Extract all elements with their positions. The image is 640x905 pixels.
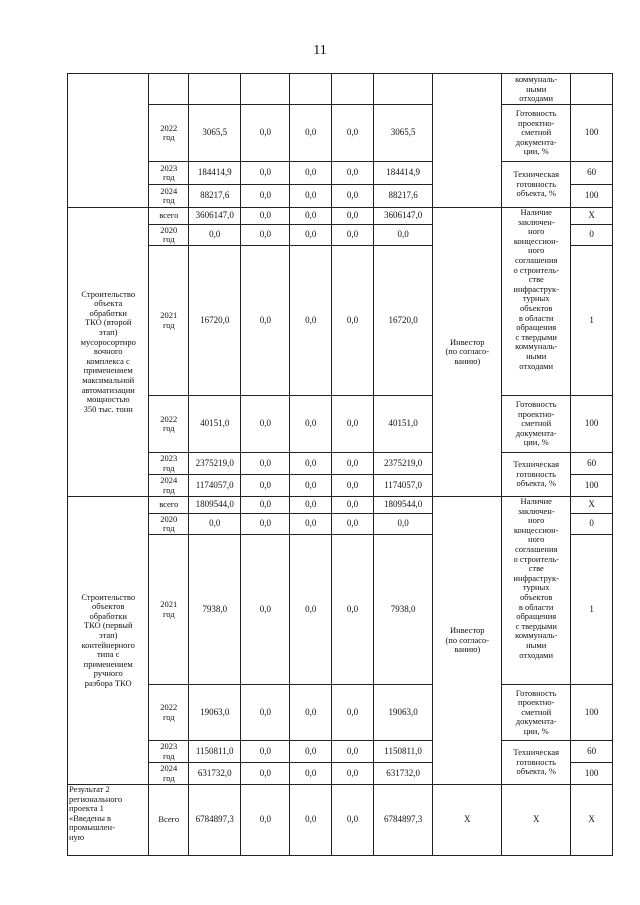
- value-cell: 0,0: [332, 105, 374, 162]
- target-value-cell: 100: [571, 685, 613, 741]
- value-cell: 0,0: [332, 514, 374, 535]
- value-cell: 0,0: [290, 741, 332, 763]
- total-cell: 19063,0: [189, 685, 241, 741]
- value-cell: 0,0: [332, 785, 374, 856]
- value-cell: 0,0: [290, 763, 332, 785]
- value-cell: 0,0: [373, 514, 433, 535]
- year-cell: 2022 год: [149, 685, 189, 741]
- value-cell: 631732,0: [373, 763, 433, 785]
- target-value-cell: X: [571, 785, 613, 856]
- total-cell: 1150811,0: [189, 741, 241, 763]
- year-cell: 2023 год: [149, 162, 189, 185]
- value-cell: 7938,0: [373, 535, 433, 685]
- indicator-cell: коммуналь- ными отходами: [502, 74, 571, 105]
- page-number: 11: [313, 43, 327, 58]
- total-cell: 2375219,0: [189, 453, 241, 475]
- indicator-cell: Готовность проектно- сметной документа- ции, %: [502, 685, 571, 741]
- value-cell: 0,0: [241, 105, 290, 162]
- value-cell: 1174057,0: [373, 475, 433, 497]
- value-cell: 0,0: [290, 162, 332, 185]
- value-cell: 0,0: [241, 685, 290, 741]
- value-cell: 0,0: [332, 763, 374, 785]
- indicator-cell: Готовность проектно- сметной документа- ции, %: [502, 396, 571, 453]
- value-cell: 0,0: [241, 475, 290, 497]
- target-value-cell: 0: [571, 225, 613, 246]
- value-cell: 0,0: [332, 685, 374, 741]
- indicator-cell: Готовность проектно- сметной документа- ции, %: [502, 105, 571, 162]
- executor-cell: [433, 74, 502, 208]
- target-value-cell: 60: [571, 453, 613, 475]
- target-value-cell: 100: [571, 105, 613, 162]
- value-cell: 3606147,0: [373, 208, 433, 225]
- year-cell: 2022 год: [149, 396, 189, 453]
- indicator-cell: Наличие заключен- ного концессион- ного соглашения о строитель- стве инфраструк- турных объектов в области обращения с твердыми коммуналь- ными отходами: [502, 208, 571, 396]
- object-name-cell: Строительство объектов обработки ТКО (первый этап) контейнерного типа с применением ручного разбора ТКО: [68, 497, 149, 785]
- value-cell: 0,0: [332, 497, 374, 514]
- value-cell: 0,0: [290, 396, 332, 453]
- indicator-cell: Техническая готовность объекта, %: [502, 162, 571, 208]
- total-cell: 0,0: [189, 225, 241, 246]
- total-cell: 3606147,0: [189, 208, 241, 225]
- target-value-cell: 1: [571, 246, 613, 396]
- indicator-cell: Техническая готовность объекта, %: [502, 453, 571, 497]
- value-cell: 0,0: [290, 685, 332, 741]
- target-value-cell: 1: [571, 535, 613, 685]
- value-cell: 0,0: [241, 246, 290, 396]
- value-cell: 0,0: [241, 185, 290, 208]
- target-value-cell: 100: [571, 396, 613, 453]
- year-cell: всего: [149, 497, 189, 514]
- value-cell: 0,0: [332, 453, 374, 475]
- total-cell: 1809544,0: [189, 497, 241, 514]
- value-cell: 0,0: [332, 208, 374, 225]
- year-cell: 2021 год: [149, 246, 189, 396]
- value-cell: 0,0: [290, 475, 332, 497]
- target-value-cell: 100: [571, 185, 613, 208]
- value-cell: 0,0: [290, 497, 332, 514]
- value-cell: 0,0: [241, 396, 290, 453]
- year-cell: Всего: [149, 785, 189, 856]
- value-cell: 3065,5: [373, 105, 433, 162]
- value-cell: 0,0: [332, 741, 374, 763]
- indicator-cell: Техническая готовность объекта, %: [502, 741, 571, 785]
- value-cell: 184414,9: [373, 162, 433, 185]
- total-cell: 7938,0: [189, 535, 241, 685]
- year-cell: 2023 год: [149, 741, 189, 763]
- year-cell: 2023 год: [149, 453, 189, 475]
- value-cell: 0,0: [241, 225, 290, 246]
- value-cell: 0,0: [241, 208, 290, 225]
- year-cell: 2021 год: [149, 535, 189, 685]
- year-cell: 2020 год: [149, 514, 189, 535]
- value-cell: 0,0: [290, 246, 332, 396]
- value-cell: 0,0: [241, 453, 290, 475]
- total-cell: 88217,6: [189, 185, 241, 208]
- value-cell: 0,0: [290, 105, 332, 162]
- value-cell: 0,0: [241, 763, 290, 785]
- value-cell: 0,0: [290, 208, 332, 225]
- value-cell: 0,0: [332, 246, 374, 396]
- value-cell: 40151,0: [373, 396, 433, 453]
- value-cell: 0,0: [332, 162, 374, 185]
- total-cell: 40151,0: [189, 396, 241, 453]
- year-cell: 2022 год: [149, 105, 189, 162]
- value-cell: 0,0: [290, 514, 332, 535]
- target-value-cell: X: [571, 208, 613, 225]
- total-cell: 3065,5: [189, 105, 241, 162]
- target-value-cell: 60: [571, 162, 613, 185]
- value-cell: 0,0: [332, 185, 374, 208]
- year-cell: 2024 год: [149, 185, 189, 208]
- value-cell: 1809544,0: [373, 497, 433, 514]
- executor-cell: X: [433, 785, 502, 856]
- value-cell: 0,0: [290, 185, 332, 208]
- total-cell: 1174057,0: [189, 475, 241, 497]
- value-cell: 0,0: [241, 535, 290, 685]
- value-cell: 0,0: [241, 785, 290, 856]
- value-cell: 0,0: [241, 514, 290, 535]
- year-cell: всего: [149, 208, 189, 225]
- total-cell: 6784897,3: [189, 785, 241, 856]
- target-value-cell: 100: [571, 475, 613, 497]
- executor-cell: Инвестор (по согласо- ванию): [433, 497, 502, 785]
- value-cell: 0,0: [332, 535, 374, 685]
- name-cell: [68, 74, 149, 208]
- value-cell: 0,0: [332, 396, 374, 453]
- object-name-cell: Строительство объекта обработки ТКО (второй этап) мусоросортиро вочного комплекса с применением максимальной автоматизации мощностью 350 тыс. тонн: [68, 208, 149, 497]
- value-cell: 1150811,0: [373, 741, 433, 763]
- value-cell: 19063,0: [373, 685, 433, 741]
- executor-cell: Инвестор (по согласо- ванию): [433, 208, 502, 497]
- value-cell: 0,0: [332, 475, 374, 497]
- value-cell: 0,0: [290, 225, 332, 246]
- value-cell: 0,0: [241, 162, 290, 185]
- total-cell: 0,0: [189, 514, 241, 535]
- target-value-cell: 100: [571, 763, 613, 785]
- value-cell: 0,0: [290, 535, 332, 685]
- value-cell: 0,0: [241, 741, 290, 763]
- value-cell: 88217,6: [373, 185, 433, 208]
- target-value-cell: 0: [571, 514, 613, 535]
- indicator-cell: X: [502, 785, 571, 856]
- value-cell: 0,0: [332, 225, 374, 246]
- value-cell: 0,0: [373, 225, 433, 246]
- result-name-cell: Результат 2 регионального проекта 1 «Введены в промышлен- ную: [68, 785, 149, 856]
- financing-table: [67, 73, 613, 856]
- value-cell: 16720,0: [373, 246, 433, 396]
- target-value-cell: X: [571, 497, 613, 514]
- year-cell: 2024 год: [149, 763, 189, 785]
- total-cell: 16720,0: [189, 246, 241, 396]
- total-cell: 184414,9: [189, 162, 241, 185]
- target-value-cell: 60: [571, 741, 613, 763]
- value-cell: 0,0: [290, 453, 332, 475]
- indicator-cell: Наличие заключен- ного концессион- ного соглашения о строитель- стве инфраструк- турных объектов в области обращения с твердыми коммуналь- ными отходами: [502, 497, 571, 685]
- total-cell: 631732,0: [189, 763, 241, 785]
- value-cell: 0,0: [290, 785, 332, 856]
- year-cell: 2020 год: [149, 225, 189, 246]
- value-cell: 6784897,3: [373, 785, 433, 856]
- value-cell: 0,0: [241, 497, 290, 514]
- year-cell: 2024 год: [149, 475, 189, 497]
- value-cell: 2375219,0: [373, 453, 433, 475]
